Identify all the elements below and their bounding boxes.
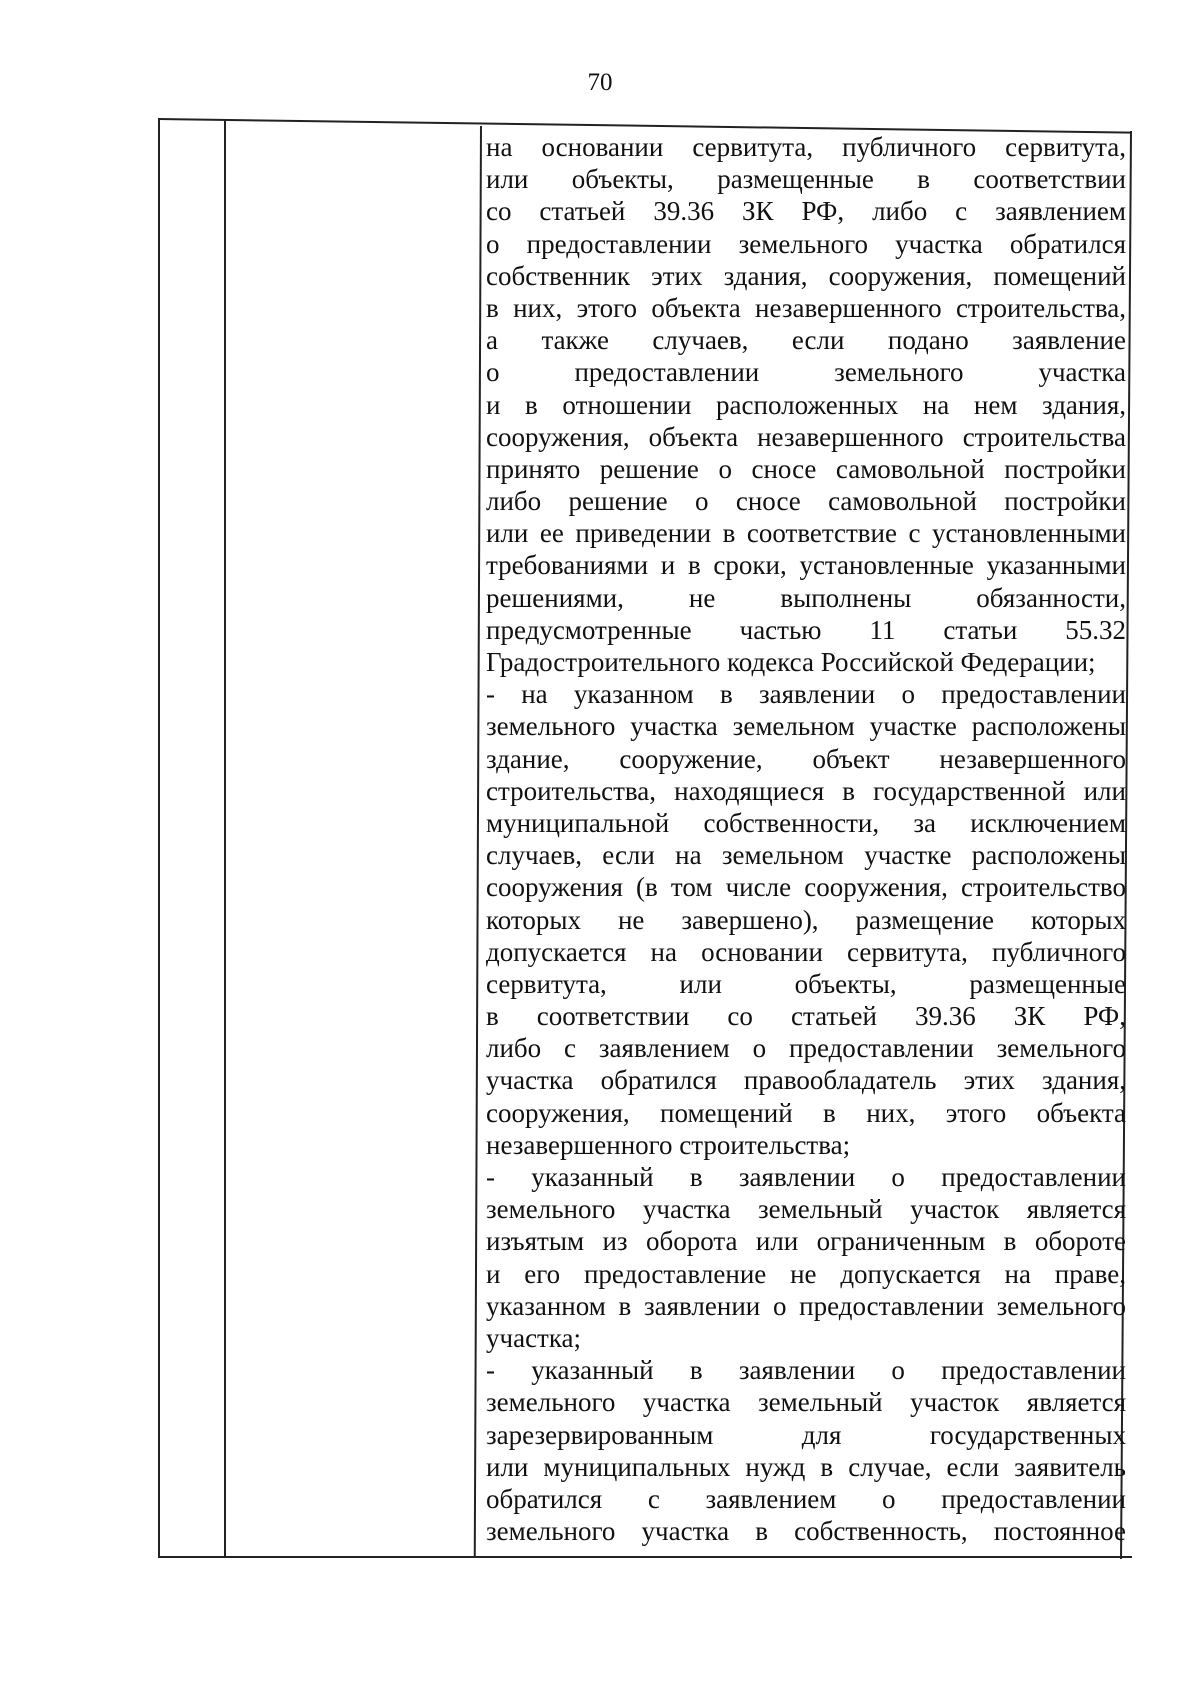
text-line: о предоставлении земельного участка [486,357,1126,388]
table-column-divider-1 [224,119,226,1558]
text-line: незавершенного строительства; [486,1129,851,1160]
text-line: участка; [486,1322,582,1353]
text-line: сооружения (в том числе сооружения, строительство [486,872,1126,903]
text-line: указанном в заявлении о предоставлении земельного [486,1290,1126,1321]
text-line: зарезервированным для государственных [486,1419,1126,1450]
text-line: а также случаев, если подано заявление [486,325,1126,356]
text-line: или объекты, размещенные в соответствии [486,164,1126,195]
text-line: случаев, если на земельном участке расположены [486,840,1126,871]
text-line: Градостроительного кодекса Российской Федерации; [486,647,1096,677]
page-number: 70 [587,69,613,96]
text-line: - указанный в заявлении о предоставлении [486,1355,1126,1386]
text-line: земельного участка земельный участок является [486,1387,1126,1418]
text-line: в соответствии со статьей 39.36 ЗК РФ, [486,1001,1126,1032]
text-line: муниципальной собственности, за исключением [486,807,1126,838]
text-line: здание, сооружение, объект незавершенного [486,743,1126,774]
text-line: сооружения, помещений в них, этого объекта [486,1097,1126,1128]
text-line: сервитута, или объекты, размещенные [486,968,1126,999]
text-line: или ее приведении в соответствие с установленными [486,518,1126,549]
table-text-cell [486,131,1126,1547]
text-line: обратился с заявлением о предоставлении [486,1483,1126,1514]
text-line: либо с заявлением о предоставлении земельного [486,1033,1126,1064]
text-line: строительства, находящиеся в государственной или [486,775,1126,806]
text-line: предусмотренные частью 11 статьи 55.32 [486,614,1126,645]
text-line: земельного участка земельном участке расположены [486,711,1126,742]
text-line: изъятым из оборота или ограниченным в обороте [486,1226,1126,1257]
text-line: земельного участка в собственность, постоянное [486,1516,1126,1547]
text-line: и в отношении расположенных на нем здания, [486,389,1126,420]
text-line: в них, этого объекта незавершенного строительства, [486,292,1126,323]
text-line: которых не завершено), размещение которых [486,904,1126,935]
text-line: допускается на основании сервитута, публичного [486,936,1126,967]
text-line: и его предоставление не допускается на праве, [486,1258,1126,1289]
text-line: или муниципальных нужд в случае, если заявитель [486,1451,1126,1482]
text-line: - указанный в заявлении о предоставлении [486,1162,1126,1192]
text-line: сооружения, объекта незавершенного строительства [486,421,1126,452]
text-line: либо решение о сносе самовольной постройки [486,486,1126,517]
text-line: требованиями и в сроки, установленные указанными [486,550,1126,581]
text-line: земельного участка земельный участок является [486,1194,1126,1225]
text-line: о предоставлении земельного участка обратился [486,228,1126,259]
text-line: на основании сервитута, публичного сервитута, [486,132,1126,162]
text-line: - на указанном в заявлении о предоставлении [486,679,1126,710]
text-line: решениями, не выполнены обязанности, [486,582,1126,613]
text-line: собственник этих здания, сооружения, помещений [486,260,1126,291]
text-line: участка обратился правообладатель этих здания, [486,1065,1126,1096]
text-line: принято решение о сносе самовольной постройки [486,453,1126,484]
text-line: со статьей 39.36 ЗК РФ, либо с заявлением [486,196,1126,227]
